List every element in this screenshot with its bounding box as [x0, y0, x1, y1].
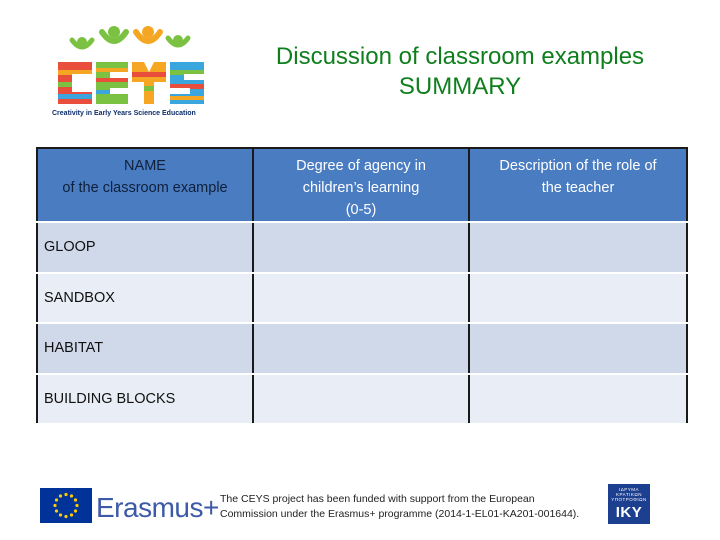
- erasmus-label: Erasmus+: [96, 492, 219, 523]
- eu-stars-icon: [40, 488, 92, 523]
- iky-small-line-2: ΚΡΑΤΙΚΩΝ: [616, 492, 642, 497]
- iky-small-line-3: ΥΠΟΤΡΟΦΙΩΝ: [611, 497, 647, 502]
- header-agency-line-1: Degree of agency in: [296, 158, 426, 174]
- cell-role[interactable]: [469, 222, 687, 273]
- cell-agency[interactable]: [253, 222, 469, 273]
- cell-role[interactable]: [469, 273, 687, 324]
- cell-name: SANDBOX: [37, 273, 253, 324]
- table-row: [37, 273, 687, 324]
- funding-line-2: Commission under the Erasmus+ programme (2014-1-EL01-KA201-001644).: [220, 508, 580, 520]
- ceys-logo: [52, 22, 212, 122]
- cell-role[interactable]: [469, 323, 687, 374]
- cell-name: BUILDING BLOCKS: [37, 374, 253, 425]
- cell-agency[interactable]: [253, 323, 469, 374]
- header-role-line-2: the teacher: [541, 180, 615, 196]
- header-agency-line-2: children’s learning: [302, 180, 420, 196]
- logo-caption: Creativity in Early Years Science Education: [52, 110, 196, 117]
- funding-line-1: The CEYS project has been funded with support from the European: [220, 493, 535, 505]
- header-role: [469, 148, 687, 222]
- iky-label: IKY: [615, 504, 643, 521]
- title-line-2: SUMMARY: [398, 73, 522, 100]
- table-header-row: [37, 148, 687, 222]
- header-name-line-2: of the classroom example: [62, 180, 228, 196]
- header-agency: [253, 148, 469, 222]
- cell-agency[interactable]: [253, 273, 469, 324]
- header-name-line-1: NAME: [124, 158, 166, 174]
- ceys-logo-graphic: [52, 22, 212, 112]
- cell-name: GLOOP: [37, 222, 253, 273]
- table-row: [37, 374, 687, 425]
- header-name: [37, 148, 253, 222]
- iky-small-line-1: ΙΔΡΥΜΑ: [618, 487, 639, 492]
- iky-small-text: [608, 487, 650, 502]
- page-title: [250, 42, 670, 102]
- cell-name: HABITAT: [37, 323, 253, 374]
- iky-logo: [608, 484, 650, 524]
- table-row: [37, 323, 687, 374]
- header-role-line-1: Description of the role of: [499, 158, 657, 174]
- eu-flag-icon: [40, 488, 92, 523]
- title-line-1: Discussion of classroom examples: [275, 43, 645, 70]
- funding-statement: [220, 492, 600, 522]
- cell-role[interactable]: [469, 374, 687, 425]
- cell-agency[interactable]: [253, 374, 469, 425]
- summary-table: [36, 147, 688, 425]
- table-row: [37, 222, 687, 273]
- header-agency-line-3: (0-5): [345, 202, 377, 218]
